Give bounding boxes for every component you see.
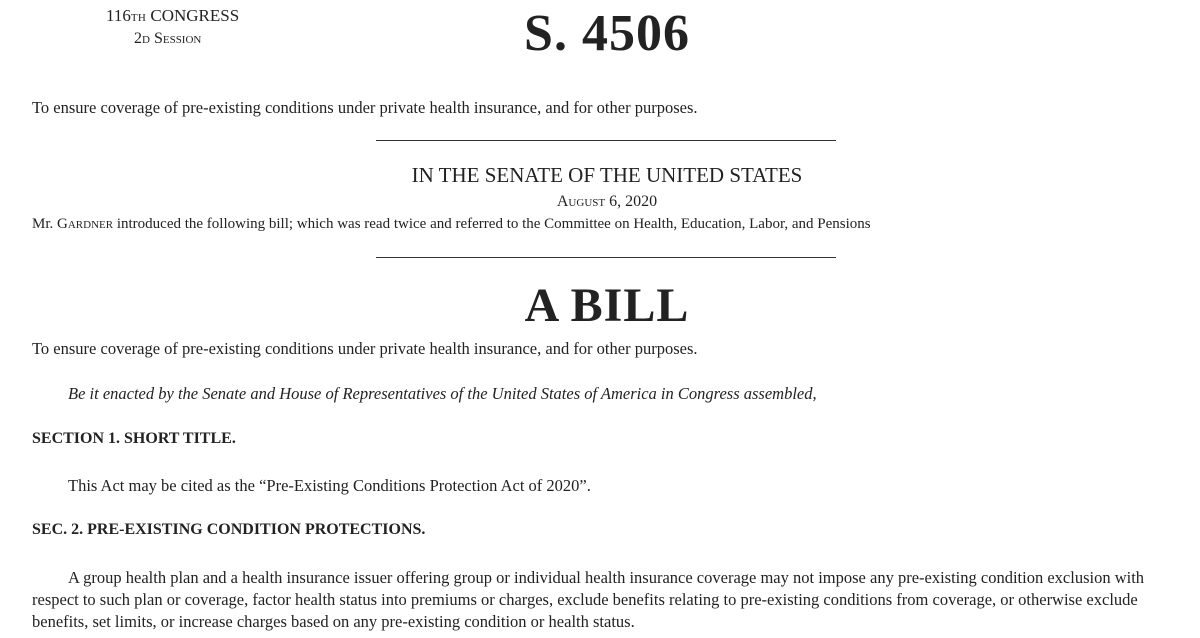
section-1-heading: SECTION 1. SHORT TITLE. — [32, 430, 236, 447]
introduction-statement — [32, 216, 871, 233]
bill-number: S. 4506 — [524, 5, 690, 62]
session-ordinal: D — [142, 34, 150, 46]
sponsor-name: Gardner — [57, 216, 114, 232]
sponsor-honorific: Mr. — [32, 216, 54, 232]
bill-heading: A BILL — [524, 279, 690, 332]
introduction-date: August 6, 2020 — [556, 193, 658, 210]
introduction-text: introduced the following bill; which was read twice and referred to the Committee on Health, Education, Labor, and Pensions — [116, 216, 871, 232]
session-word: Session — [153, 30, 202, 47]
congress-number: 116 — [106, 6, 131, 25]
congress-word: CONGRESS — [150, 6, 240, 25]
divider-rule — [376, 257, 836, 258]
section-2-text: A group health plan and a health insurance issuer offering group or individual health insurance coverage may not impose any pre-existing condition exclusion with respect to such plan or coverage, factor health status into premiums or charges, exclude benefits relating to pre-existing conditions from coverage, or otherwise exclude benefits, set limits, or increase charges based on any pre-existing condition or health status. — [32, 568, 1145, 631]
session-number: 2 — [134, 30, 142, 47]
congress-ordinal: TH — [130, 12, 147, 24]
chamber-heading: IN THE SENATE OF THE UNITED STATES — [411, 163, 803, 187]
enacting-clause: Be it enacted by the Senate and House of Representatives of the United States of America in Congress assembled, — [68, 384, 817, 403]
divider-rule — [376, 140, 836, 141]
long-title: To ensure coverage of pre-existing conditions under private health insurance, and for other purposes. — [32, 339, 698, 358]
short-purpose: To ensure coverage of pre-existing conditions under private health insurance, and for other purposes. — [32, 98, 698, 117]
section-2-heading: SEC. 2. PRE-EXISTING CONDITION PROTECTIONS. — [32, 521, 426, 538]
section-1-text: This Act may be cited as the “Pre-Existing Conditions Protection Act of 2020”. — [68, 476, 591, 495]
